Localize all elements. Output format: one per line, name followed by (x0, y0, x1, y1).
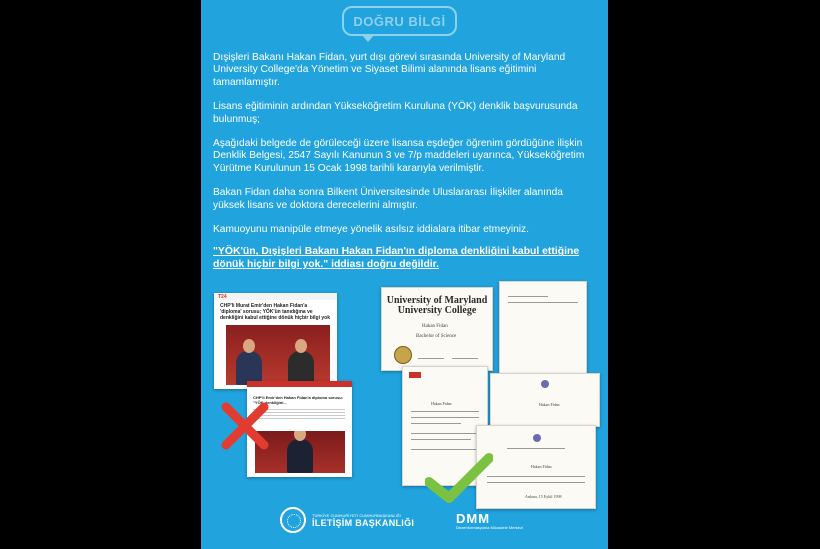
bilkent-date: Ankara, 15 Eylül 1998 (525, 494, 562, 499)
org-small-text: TÜRKİYE CUMHURİYETİ CUMHURBAŞKANLIĞI (312, 512, 401, 518)
diploma-degree: Bachelor of Science (416, 334, 457, 339)
diploma-name: Hakan Fidan (422, 324, 448, 329)
denklik-name: Hakan Fidan (431, 401, 452, 406)
bilkent-name-2: Hakan Fidan (531, 464, 552, 469)
dmm-text: DMM (456, 511, 491, 526)
dmm-logo (456, 512, 523, 530)
green-check-icon (425, 452, 493, 504)
org-name: İLETİŞİM BAŞKANLIĞI (312, 517, 415, 528)
bilkent-emblem-icon (533, 434, 541, 442)
news-headline-2: CHP'li Emir'den Hakan Fidan'a diploma sorusu: "YÖK denkliğini... (253, 395, 343, 405)
dmm-subtext: Dezenformasyonla Mücadele Merkezi (456, 525, 523, 530)
claim-statement: "YÖK'ün, Dışişleri Bakanı Hakan Fidan'ın diploma denkliğini kabul ettiğine dönük hiçbir bilgi yok." iddiası doğru değildir. (213, 246, 580, 270)
news-headline-1: CHP'li Murat Emir'den Hakan Fidan'a 'diploma' sorusu; YÖK'ün tanıdığına ve denkliğini kabul ettiğine dönük hiçbir bilgi yok (220, 303, 331, 321)
bilkent-emblem-icon (541, 380, 549, 388)
bilkent-name-1: Hakan Fidan (539, 402, 560, 407)
iletisim-baskanligi-logo (280, 507, 414, 533)
person-figure (287, 439, 313, 473)
maryland-diploma (381, 287, 493, 371)
news-photo-1 (226, 325, 330, 385)
paragraph-2: Lisans eğitiminin ardından Yükseköğretim Kuruluna (YÖK) denklik başvurusunda bulunmuş; (213, 101, 578, 125)
paragraph-5: Kamuoyunu manipüle etmeye yönelik asılsız iddialara itibar etmeyiniz. (213, 224, 529, 236)
bilkent-diploma (476, 425, 596, 509)
person-figure (288, 351, 314, 385)
dogru-bilgi-badge (342, 6, 457, 36)
yok-logo (409, 372, 421, 378)
paragraph-3: Aşağıdaki belgede de görüleceği üzere lisansa eşdeğer öğrenim gördüğüne ilişkin Denklik Belgesi, 2547 Sayılı Kanunun 3 ve 7/p maddeleri uyarınca, Yükseköğretim Yürütme Kurulunun 15 Ocak 1998 tarihli kararıyla verilmiştir. (213, 138, 585, 174)
red-cross-icon (220, 401, 270, 451)
badge-label: DOĞRU BİLGİ (353, 13, 446, 29)
person-figure (236, 351, 262, 385)
document-back (499, 281, 587, 379)
paragraph-1: Dışişleri Bakanı Hakan Fidan, yurt dışı görevi sırasında University of Maryland University College'da Yönetim ve Siyaset Bilimi alanında lisans eğitimini tamamlamıştır. (213, 52, 566, 88)
rosette-icon (280, 507, 306, 533)
body-text (213, 52, 597, 283)
bilkent-document (490, 373, 600, 427)
news-logo: T24 (218, 294, 227, 300)
diploma-university: University of Maryland University College (386, 295, 488, 316)
diploma-seal-icon (394, 346, 412, 364)
paragraph-4: Bakan Fidan daha sonra Bilkent Üniversitesinde Uluslararası İlişkiler alanında yüksek lisans ve doktora derecelerini almıştır. (213, 187, 563, 211)
